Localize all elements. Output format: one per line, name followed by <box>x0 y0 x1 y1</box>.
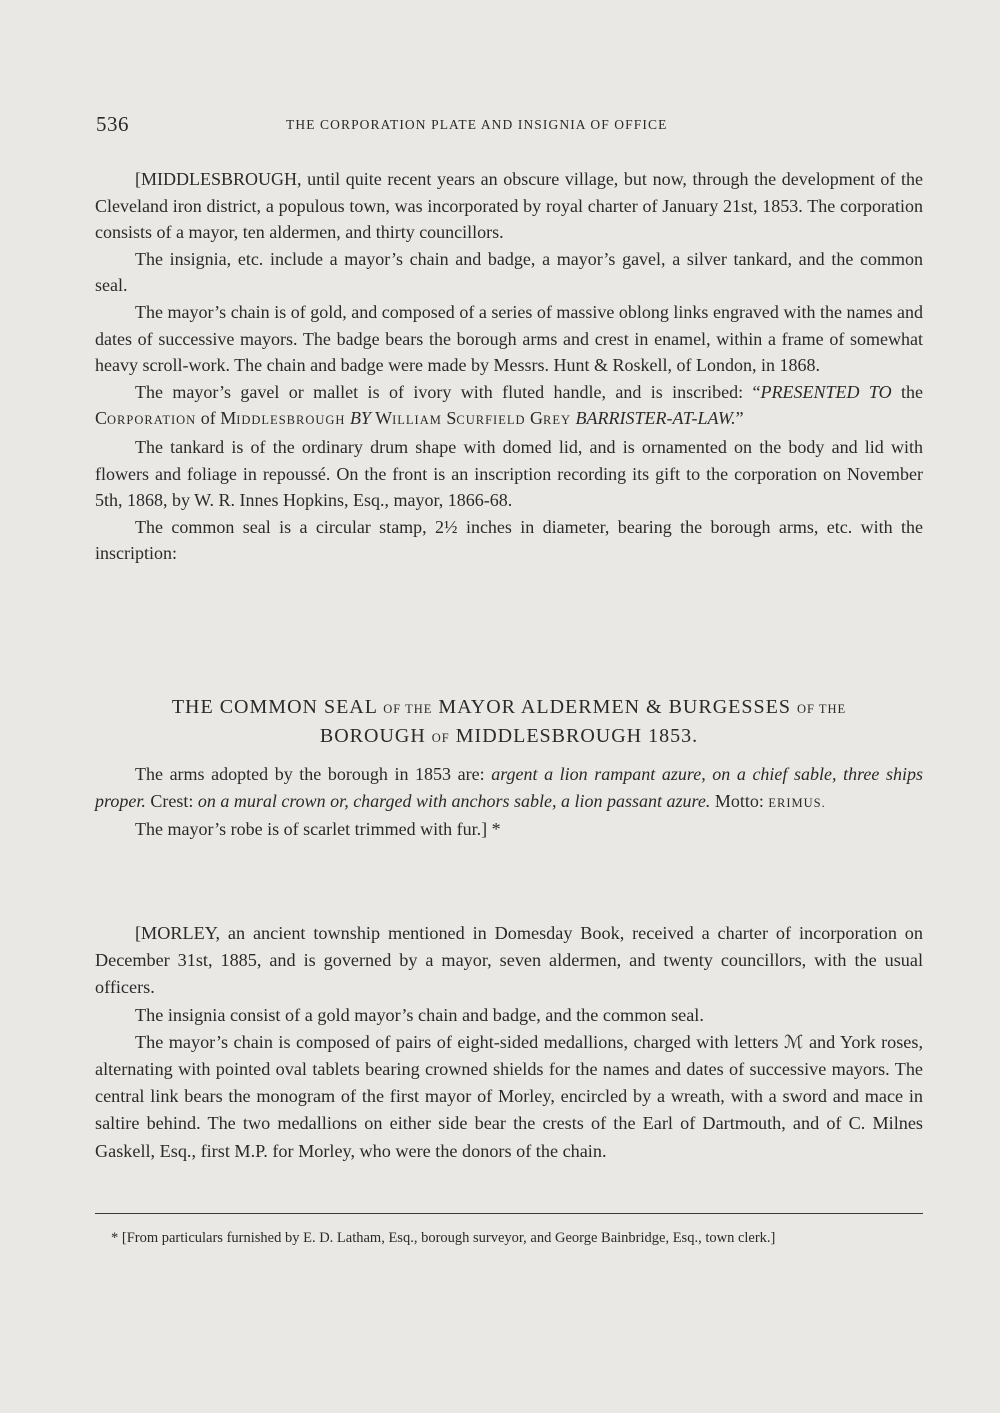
gavel-inscription-italic: BY <box>349 408 371 429</box>
running-title: THE CORPORATION PLATE AND INSIGNIA OF OFFICE <box>286 117 668 132</box>
gavel-inscription-italic: BARRISTER-AT-LAW. <box>575 408 736 429</box>
seal-inscription <box>95 694 923 752</box>
insignia-list-paragraph: The insignia, etc. include a mayor’s chain and badge, a mayor’s gavel, a silver tankard, and the common seal. <box>95 248 923 296</box>
seal-text: MIDDLESBROUGH 1853. <box>449 725 699 747</box>
seal-inscription-line <box>95 723 923 752</box>
gavel-text: ” <box>735 408 744 429</box>
gavel-text: S <box>441 408 457 429</box>
seal-text: THE COMMON SEAL <box>171 696 384 718</box>
footnote: * [From particulars furnished by E. D. Latham, Esq., borough surveyor, and George Bainbridge, Esq., town clerk.] <box>111 1230 776 1246</box>
arms-paragraph <box>95 761 923 816</box>
arms-blazon-italic: argent a lion rampant azure, on a chief sable, three ships proper. <box>95 764 924 811</box>
gavel-inscription-small-caps: IDDLESBROUGH <box>236 413 346 428</box>
morley-section <box>95 920 923 1165</box>
gavel-text: W <box>370 408 393 429</box>
morley-intro-paragraph: [MORLEY, an ancient township mentioned in Domesday Book, received a charter of incorporation on December 31st, 1885, and is governed by a mayor, seven aldermen, and twenty councillors, with the usual officers. <box>95 923 923 998</box>
seal-text: MAYOR ALDERMEN & BURGESSES <box>432 696 797 718</box>
footnote-divider <box>95 1213 923 1214</box>
gavel-inscription-small-caps: REY <box>543 413 572 428</box>
arms-text: Crest: <box>145 790 198 811</box>
tankard-paragraph: The tankard is of the ordinary drum shape with domed lid, and is ornamented on the body and lid with flowers and foliage in repoussé. On the front is an inscription recording its gift to the corporation on November 5th, 1868, by W. R. Innes Hopkins, Esq., mayor, 1866-68. <box>95 436 923 511</box>
mayor-gavel-paragraph <box>95 379 923 434</box>
page-number: 536 <box>96 112 129 136</box>
common-seal-paragraph: The common seal is a circular stamp, 2½ inches in diameter, bearing the borough arms, etc. with the inscription: <box>95 516 923 564</box>
gavel-inscription-small-caps: ILLIAM <box>392 413 442 428</box>
motto-small-caps: ERIMUS. <box>768 795 826 810</box>
seal-small-caps: OF THE <box>383 702 433 716</box>
morley-chain-paragraph: The mayor’s chain is composed of pairs of eight-sided medallions, charged with letters ℳ and York roses, alternating with pointed oval tablets bearing crowned shields for the names and dates of successive mayors. The central link bears the monogram of the first mayor of Morley, encircled by a wreath, with a sword and mace in saltire behind. The two medallions on either side bear the crests of the Earl of Dartmouth, and of C. Milnes Gaskell, Esq., first M.P. for Morley, who were the donors of the chain. <box>95 1031 923 1161</box>
page-header <box>96 112 924 138</box>
gavel-inscription-small-caps: ORPORATION <box>107 413 197 428</box>
mayor-chain-paragraph: The mayor’s chain is of gold, and composed of a series of massive oblong links engraved with the names and dates of successive mayors. The badge bears the borough arms and crest in enamel, within a frame of somewhat heavy scroll-work. The chain and badge were made by Messrs. Hunt & Roskell, of London, in 1868. <box>95 301 923 376</box>
gavel-text: G <box>525 408 544 429</box>
gavel-inscription-small-caps: CURFIELD <box>456 413 526 428</box>
seal-small-caps: OF <box>431 731 450 745</box>
arms-text: Motto: <box>710 790 769 811</box>
gavel-text: of M <box>196 408 237 429</box>
gavel-text: the C <box>95 381 923 429</box>
morley-insignia-paragraph: The insignia consist of a gold mayor’s chain and badge, and the common seal. <box>135 1004 704 1025</box>
arms-text: The arms adopted by the borough in 1853 are: <box>135 764 492 784</box>
seal-text: BOROUGH <box>319 725 432 747</box>
seal-small-caps: OF THE <box>796 702 847 716</box>
mayor-robe-paragraph: The mayor’s robe is of scarlet trimmed with fur.] * <box>135 819 501 840</box>
middlesbrough-intro-paragraph: [MIDDLESBROUGH, until quite recent years an obscure village, but now, through the development of the Cleveland iron district, a populous town, was incorporated by royal charter of January 21st, 1853. The corporation consists of a mayor, ten aldermen, and thirty councillors. <box>95 169 923 243</box>
seal-inscription-line <box>95 694 923 723</box>
gavel-inscription-italic: PRESENTED TO <box>760 381 892 402</box>
middlesbrough-section <box>95 166 923 567</box>
crest-blazon-italic: on a mural crown or, charged with anchors sable, a lion passant azure. <box>197 790 711 811</box>
gavel-text: The mayor’s gavel or mallet is of ivory with fluted handle, and is inscribed: “ <box>135 381 761 402</box>
arms-section <box>95 761 923 843</box>
